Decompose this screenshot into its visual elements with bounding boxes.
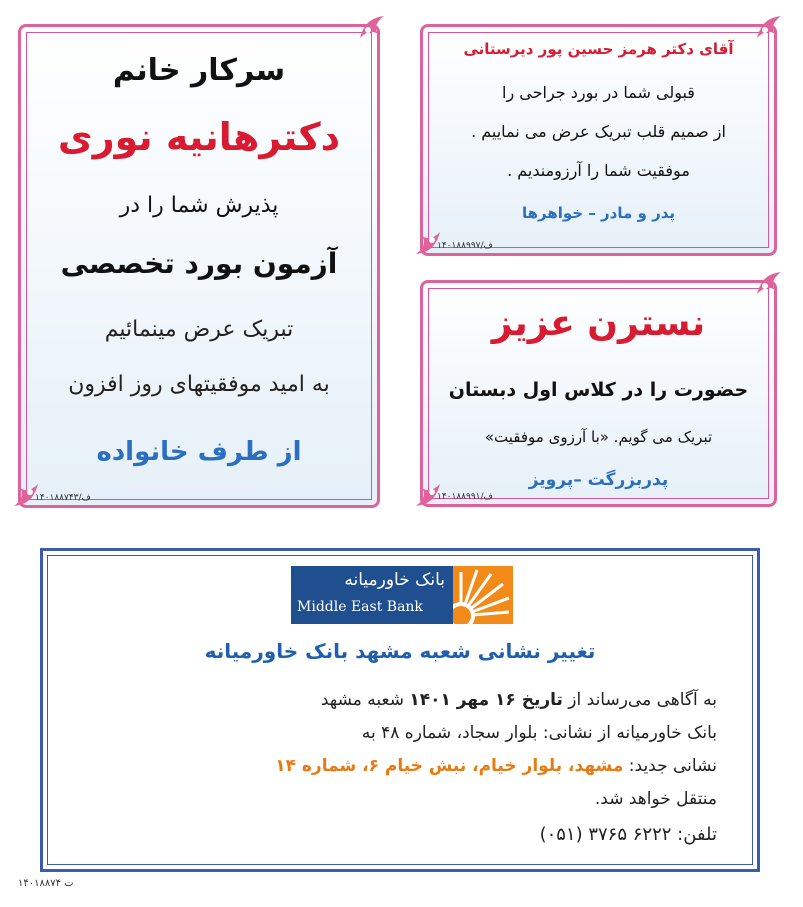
ad-code: ۱۴۰۱۸۸۷۴۳/ف xyxy=(35,493,91,503)
ad-line: تبریک می گویم. «با آرزوی موفقیت» xyxy=(484,428,713,446)
phone-number: (۰۵۱) ۳۷۶۵ ۶۲۲۲ xyxy=(539,824,672,845)
ad-code: ۱۴۰۱۸۸۹۹۱/ف xyxy=(437,492,493,502)
sunburst-logo-icon xyxy=(453,566,513,624)
congrats-ad-nastaran xyxy=(420,280,777,507)
flourish-icon xyxy=(755,270,783,296)
bank-ad-body xyxy=(105,684,717,816)
congrats-ad-hanieh xyxy=(18,24,380,508)
logo-persian-name: بانک خاورمیانه xyxy=(344,570,445,590)
body-date: تاریخ ۱۶ مهر ۱۴۰۱ xyxy=(409,690,563,710)
body-line xyxy=(105,684,717,717)
ad-signature: پدربزرگت –پرویز xyxy=(528,470,669,490)
flourish-icon xyxy=(358,14,386,40)
bank-ad-code: ۱۴۰۱۸۸۷۴ ت xyxy=(18,878,74,889)
ad-signature: از طرف خانواده xyxy=(96,437,302,467)
bank-phone xyxy=(540,824,717,845)
ad-signature: پدر و مادر – خواهرها xyxy=(521,204,676,222)
flourish-icon xyxy=(755,14,783,40)
logo-text-block xyxy=(291,566,453,624)
ad-recipient: آقای دکتر هرمز حسین پور دیرستانی xyxy=(463,40,734,58)
body-line xyxy=(105,750,717,783)
flourish-icon xyxy=(414,482,442,508)
ad-line: به امید موفقیتهای روز افزون xyxy=(68,372,330,397)
body-line: بانک خاورمیانه از نشانی: بلوار سجاد، شماره ۴۸ به xyxy=(361,723,717,743)
ad-line: آزمون بورد تخصصی xyxy=(60,247,338,280)
ad-salutation: سرکار خانم xyxy=(112,53,286,88)
ad-name: نسترن عزیز xyxy=(491,303,706,344)
bank-ad-title: تغییر نشانی شعبه مشهد بانک خاورمیانه xyxy=(204,639,596,663)
ad-code: ۱۴۰۱۸۸۹۹۷/ف xyxy=(437,241,493,251)
flourish-icon xyxy=(12,482,40,508)
body-text: نشانی جدید: xyxy=(623,756,717,776)
ad-line: موفقیت شما را آرزومندیم . xyxy=(507,161,690,180)
body-text: شعبه مشهد xyxy=(320,690,410,710)
ad-line: قبولی شما در بورد جراحی را xyxy=(502,83,695,102)
bank-address-change-ad xyxy=(40,548,760,872)
body-line: منتقل خواهد شد. xyxy=(594,789,717,809)
congrats-ad-hormoz xyxy=(420,24,777,256)
ad-name: دکترهانیه نوری xyxy=(57,115,341,159)
ad-line: از صمیم قلب تبریک عرض می نماییم . xyxy=(471,122,726,141)
ad-line: حضورت را در کلاس اول دبستان xyxy=(448,379,749,401)
ad-line: تبریک عرض مینمائیم xyxy=(104,317,294,342)
phone-label: تلفن: xyxy=(677,824,717,845)
logo-english-name: Middle East Bank xyxy=(297,599,423,615)
body-text: به آگاهی می‌رساند از xyxy=(562,690,717,710)
new-address: مشهد، بلوار خیام، نبش خیام ۶، شماره ۱۴ xyxy=(275,756,624,776)
ad-line: پذیرش شما را در xyxy=(119,193,279,218)
bank-logo xyxy=(291,566,513,624)
flourish-icon xyxy=(414,230,442,256)
